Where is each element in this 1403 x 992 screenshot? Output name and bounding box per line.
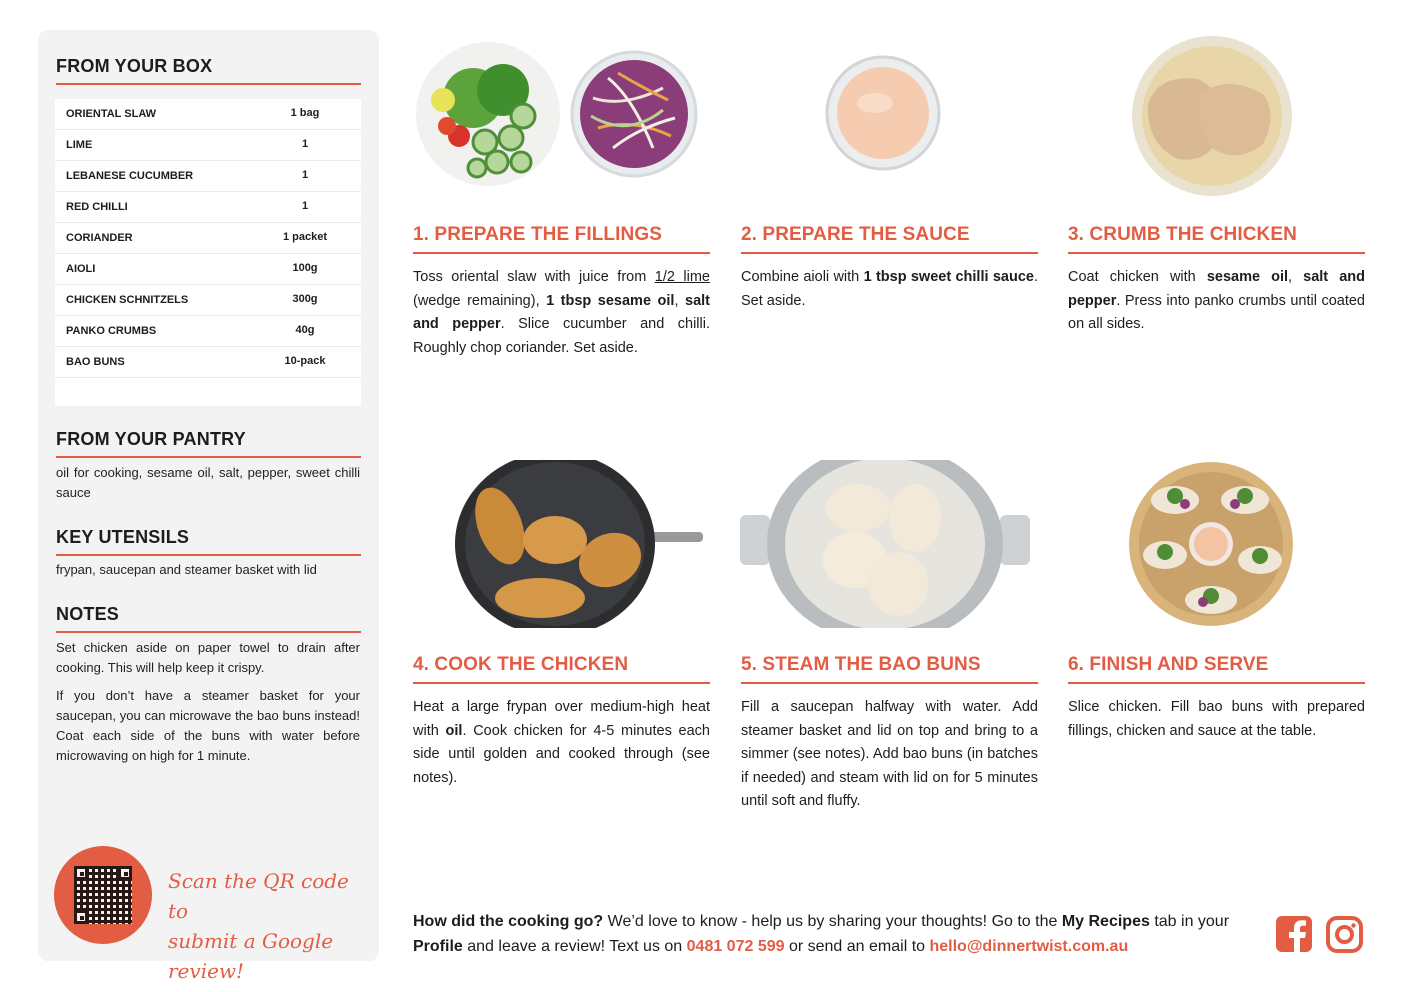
step-title: 6. FINISH AND SERVE (1068, 654, 1365, 684)
utensils-title: KEY UTENSILS (56, 527, 361, 556)
facebook-icon[interactable] (1276, 916, 1312, 952)
table-row: LEBANESE CUCUMBER 1 (55, 161, 361, 192)
table-row: PANKO CRUMBS 40g (55, 316, 361, 347)
sauce-photo (825, 55, 945, 175)
frypan-chicken-photo (455, 460, 705, 628)
notes-paragraph: If you don’t have a steamer basket for your saucepan, you can microwave the bao buns instead! Coat each side of the buns with water before microwaving on high for 1 minute. (56, 688, 360, 763)
table-row: LIME 1 (55, 130, 361, 161)
qr-badge (54, 846, 152, 944)
qr-caption: Scan the QR code to submit a Google review! (168, 869, 349, 983)
sidebar (38, 30, 379, 983)
table-row: BAO BUNS 10-pack (55, 347, 361, 378)
steamer-buns-photo (740, 460, 1030, 628)
step-title: 5. STEAM THE BAO BUNS (741, 654, 1038, 684)
step-instructions: Heat a large frypan over medium-high heat with oil. Cook chicken for 4-5 minutes each side until golden and cooked through (see notes). (413, 699, 710, 786)
table-row: ORIENTAL SLAW 1 bag (55, 99, 361, 130)
step-title: 4. COOK THE CHICKEN (413, 654, 710, 684)
notes-paragraph: Set chicken aside on paper towel to drain after cooking. This will help keep it crispy. (56, 640, 360, 675)
ingredients-table (55, 99, 361, 406)
email-link[interactable]: hello@dinnertwist.com.au (929, 938, 1129, 955)
phone-link[interactable]: 0481 072 599 (686, 938, 785, 955)
qr-code[interactable] (74, 866, 132, 924)
feedback-footer: How did the cooking go? We’d love to know - help us by sharing your thoughts! Go to the My Recipes tab in your Profile and leave a review! Text us on 0481 072 599 or send an email to hello@dinnertwist.com.au (413, 913, 1230, 955)
table-row: RED CHILLI 1 (55, 192, 361, 223)
step-instructions: Slice chicken. Fill bao buns with prepared fillings, chicken and sauce at the table. (1068, 699, 1365, 739)
step-title: 1. PREPARE THE FILLINGS (413, 224, 710, 254)
table-row: CHICKEN SCHNITZELS 300g (55, 285, 361, 316)
step-instructions: Combine aioli with 1 tbsp sweet chilli sauce. Set aside. (741, 269, 1038, 309)
step-title: 2. PREPARE THE SAUCE (741, 224, 1038, 254)
fillings-photo (413, 38, 713, 198)
step-instructions: Toss oriental slaw with juice from 1/2 lime (wedge remaining), 1 tbsp sesame oil, salt and pepper. Slice cucumber and chilli. Roughly chop coriander. Set aside. (413, 269, 710, 356)
step-title: 3. CRUMB THE CHICKEN (1068, 224, 1365, 254)
notes-title: NOTES (56, 604, 361, 633)
table-row: AIOLI 100g (55, 254, 361, 285)
pantry-text: oil for cooking, sesame oil, salt, pepper, sweet chilli sauce (56, 465, 360, 500)
pantry-title: FROM YOUR PANTRY (56, 429, 361, 458)
crumbed-chicken-photo (1128, 34, 1296, 198)
table-row: CORIANDER 1 packet (55, 223, 361, 254)
step-instructions: Coat chicken with sesame oil, salt and pepper. Press into panko crumbs until coated on all sides. (1068, 269, 1365, 332)
utensils-text: frypan, saucepan and steamer basket with lid (56, 562, 317, 577)
step-instructions: Fill a saucepan halfway with water. Add steamer basket and lid on top and bring to a simmer (see notes). Add bao buns (in batches if needed) and steam with lid on for 5 minutes until soft and fluffy. (741, 699, 1038, 809)
from-your-box-title: FROM YOUR BOX (56, 56, 361, 85)
instagram-icon[interactable] (1326, 916, 1363, 953)
finished-bao-photo (1125, 460, 1297, 628)
